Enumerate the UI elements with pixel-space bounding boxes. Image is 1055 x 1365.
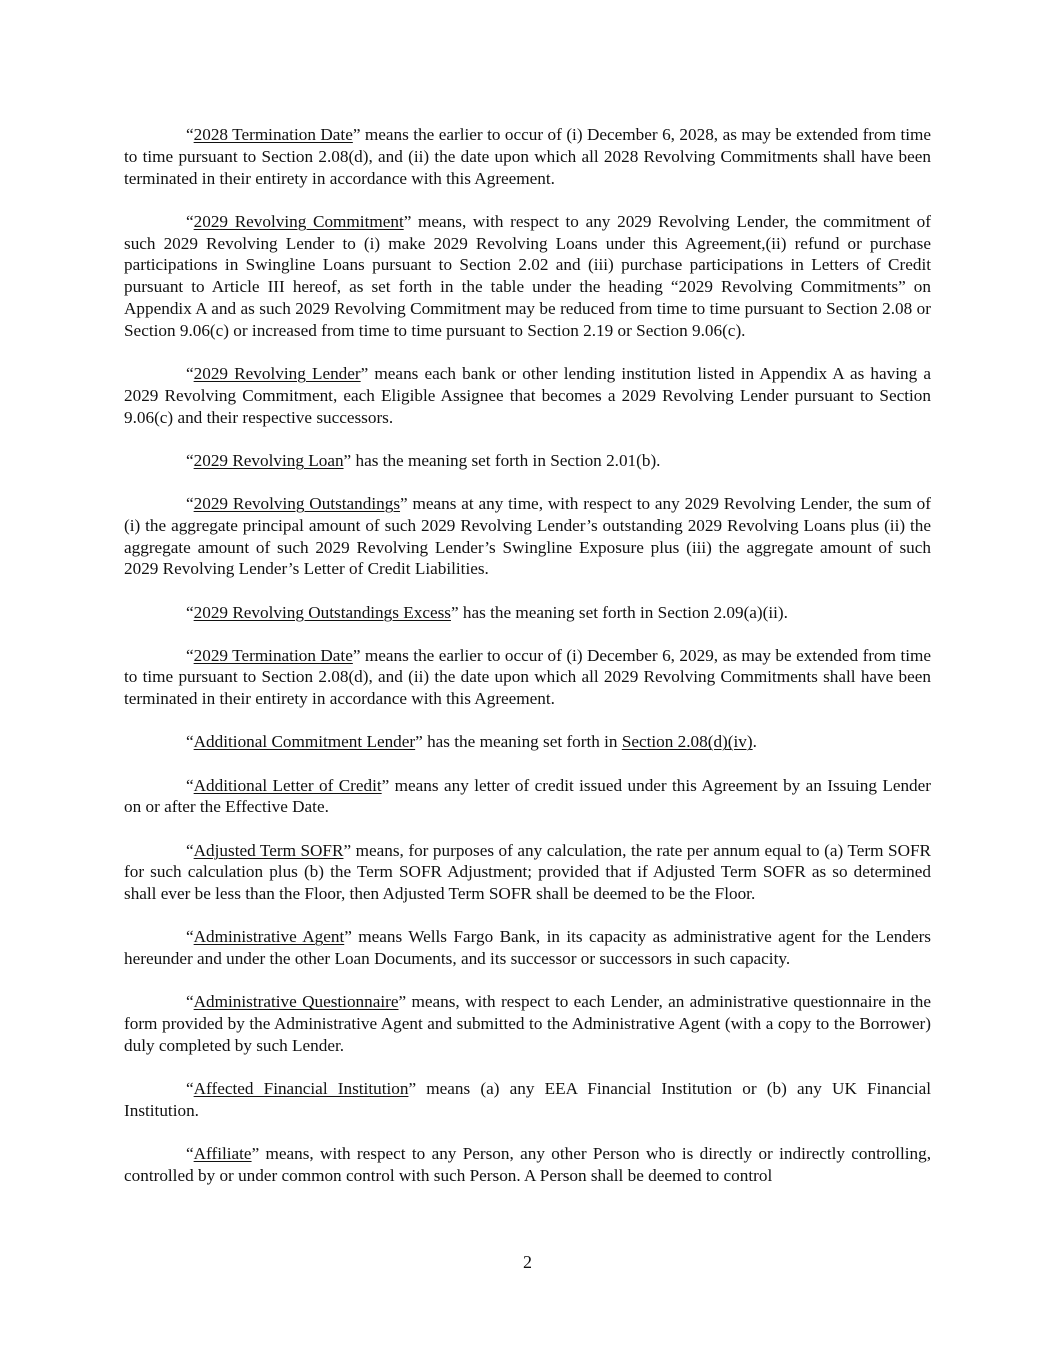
defined-term: Affected Financial Institution	[193, 1079, 409, 1099]
definition-text: ” means (a) any EEA Financial Institution or (b) any UK Financial Institution.	[124, 1079, 931, 1120]
page-number: 2	[523, 1252, 532, 1272]
definition-text: ” means any letter of credit issued under this Agreement by an Issuing Lender on or after the Effective Date.	[124, 775, 931, 817]
section-cross-reference: Section 2.08(d)(iv)	[621, 732, 753, 752]
open-quote: “	[186, 1144, 194, 1164]
definition-affected-financial-institution	[124, 1078, 931, 1122]
open-quote: “	[186, 493, 194, 513]
definition-2029-termination-date	[124, 645, 931, 710]
defined-term: 2029 Termination Date	[193, 645, 353, 665]
definition-2029-revolving-outstandings-excess	[124, 602, 931, 624]
open-quote: “	[186, 840, 194, 860]
definition-text: ” means, with respect to each Lender, an administrative questionnaire in the form provided by the Administrative Agent and submitted to the Administrative Agent (with a copy to the Borrower) duly completed by such Lender.	[124, 992, 931, 1055]
open-quote: “	[186, 645, 194, 665]
open-quote: “	[186, 732, 194, 752]
definition-2029-revolving-outstandings	[124, 493, 931, 580]
open-quote: “	[186, 450, 194, 470]
definition-text: ” has the meaning set forth in	[415, 732, 622, 752]
definition-additional-letter-of-credit	[124, 775, 931, 819]
definition-text: ” means, with respect to any Person, any other Person who is directly or indirectly controlling, controlled by or under common control with such Person. A Person shall be deemed to control	[124, 1144, 931, 1185]
defined-term: Administrative Questionnaire	[193, 992, 399, 1012]
defined-term: 2029 Revolving Outstandings Excess	[193, 602, 451, 622]
definition-adjusted-term-sofr	[124, 840, 931, 905]
defined-term: Additional Commitment Lender	[193, 732, 416, 752]
definition-2029-revolving-loan	[124, 450, 931, 472]
definition-administrative-agent	[124, 926, 931, 970]
definition-text: ” means, for purposes of any calculation, the rate per annum equal to (a) Term SOFR for such calculation plus (b) the Term SOFR Adjustment; provided that if Adjusted Term SOFR as so determined shall ever be less than the Floor, then Adjusted Term SOFR shall be deemed to be the Floor.	[124, 840, 932, 904]
definition-text: ” means the earlier to occur of (i) December 6, 2028, as may be extended from time to time pursuant to Section 2.08(d), and (ii) the date upon which all 2028 Revolving Commitments shall have been terminated in their entirety in accordance with this Agreement.	[124, 125, 931, 188]
definition-2028-termination-date	[124, 124, 931, 189]
defined-term: Affiliate	[193, 1144, 252, 1164]
definition-administrative-questionnaire	[124, 991, 931, 1056]
definition-text: ” means at any time, with respect to any 2029 Revolving Lender, the sum of (i) the aggregate principal amount of such 2029 Revolving Lender’s outstanding 2029 Revolving Loans plus (ii) the aggregate amount of such 2029 Revolving Lender’s Swingline Exposure plus (iii) the aggregate amount of such 2029 Revolving Lender’s Letter of Credit Liabilities.	[124, 493, 932, 579]
defined-term: Administrative Agent	[193, 927, 345, 947]
definition-text-end: .	[752, 732, 757, 752]
open-quote: “	[186, 927, 194, 947]
definition-text: ” means, with respect to any 2029 Revolving Lender, the commitment of such 2029 Revolving Lender to (i) make 2029 Revolving Loans under this Agreement,(ii) refund or purchase participations in Swingline Loans pursuant to Section 2.02 and (iii) purchase participations in Letters of Credit pursuant to Article III hereof, as set forth in the table under the heading “2029 Revolving Commitments” on Appendix A and as such 2029 Revolving Commitment may be reduced from time to time pursuant to Section 2.08 or Section 9.06(c) or increased from time to time pursuant to Section 2.19 or Section 9.06(c).	[124, 211, 931, 340]
definition-text: ” has the meaning set forth in Section 2.01(b).	[343, 450, 661, 470]
definition-text: ” means the earlier to occur of (i) December 6, 2029, as may be extended from time to time pursuant to Section 2.08(d), and (ii) the date upon which all 2029 Revolving Commitments shall have been terminated in their entirety in accordance with this Agreement.	[124, 645, 931, 709]
open-quote: “	[186, 602, 194, 622]
definition-additional-commitment-lender	[124, 731, 931, 753]
document-body	[124, 124, 931, 1208]
defined-term: 2029 Revolving Lender	[193, 363, 361, 383]
defined-term: 2029 Revolving Commitment	[193, 211, 404, 231]
definition-affiliate	[124, 1143, 931, 1187]
open-quote: “	[186, 1079, 194, 1099]
open-quote: “	[186, 775, 194, 795]
definition-2029-revolving-lender	[124, 363, 931, 428]
defined-term: Adjusted Term SOFR	[193, 840, 344, 860]
defined-term: Additional Letter of Credit	[193, 775, 382, 795]
definition-2029-revolving-commitment	[124, 211, 931, 342]
open-quote: “	[186, 125, 194, 144]
definition-text: ” means each bank or other lending institution listed in Appendix A as having a 2029 Revolving Commitment, each Eligible Assignee that becomes a 2029 Revolving Lender pursuant to Section 9.06(c) and their respective successors.	[124, 363, 932, 427]
defined-term: 2029 Revolving Outstandings	[193, 493, 401, 513]
definition-text: ” means Wells Fargo Bank, in its capacity as administrative agent for the Lenders hereunder and under the other Loan Documents, and its successor or successors in such capacity.	[124, 927, 931, 969]
open-quote: “	[186, 363, 194, 383]
defined-term: 2028 Termination Date	[193, 125, 353, 144]
definition-text: ” has the meaning set forth in Section 2.09(a)(ii).	[450, 602, 788, 622]
open-quote: “	[186, 992, 194, 1012]
defined-term: 2029 Revolving Loan	[193, 450, 344, 470]
open-quote: “	[186, 211, 194, 231]
